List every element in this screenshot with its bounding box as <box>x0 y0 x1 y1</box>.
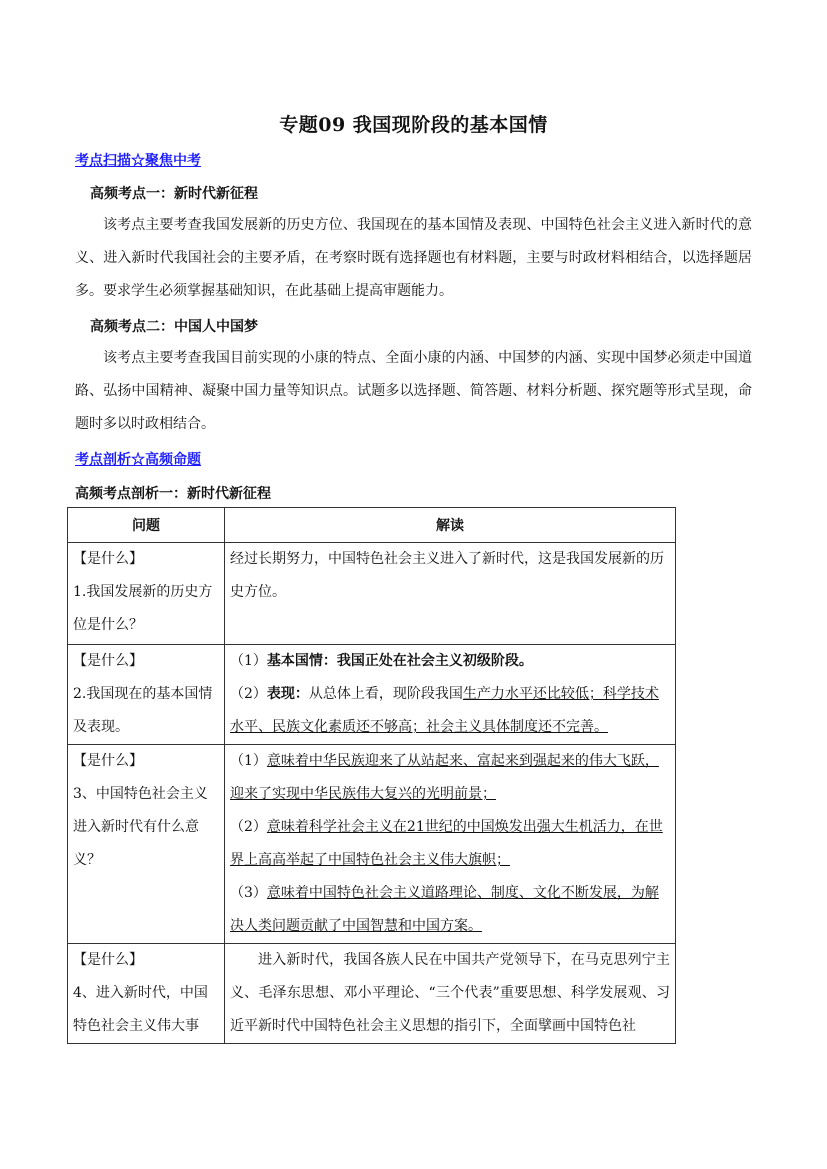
point1-paragraph: 该考点主要考查我国发展新的历史方位、我国现在的基本国情及表现、中国特色社会主义进入新时代的意义、进入新时代我国社会的主要矛盾，在考察时既有选择题也有材料题，主要与时政材料相结合，以选择题居多。要求学生必须掌握基础知识，在此基础上提高审题能力。 <box>75 217 752 299</box>
answer-line-2: （2）表现：从总体上看，现阶段我国生产力水平还比较低；科学技术水平、民族文化素质还不够高；社会主义具体制度还不完善。 <box>230 686 659 735</box>
analysis-heading: 高频考点剖析一：新时代新征程 <box>75 486 271 502</box>
table-row <box>68 543 676 645</box>
row-tag: 【是什么】 <box>73 653 143 669</box>
question-text: 4、进入新时代，中国特色社会主义伟大事 <box>73 985 208 1034</box>
column-header-question: 问题 <box>68 508 225 543</box>
page-title: 专题09 我国现阶段的基本国情 <box>279 114 548 136</box>
row-tag: 【是什么】 <box>73 551 143 567</box>
point2-heading: 高频考点二：中国人中国梦 <box>90 319 258 335</box>
table-row <box>68 645 676 745</box>
significance-1: （1）意味着中华民族迎来了从站起来、富起来到强起来的伟大飞跃，迎来了实现中华民族伟大复兴的光明前景； <box>230 753 659 802</box>
point2-paragraph: 该考点主要考查我国目前实现的小康的特点、全面小康的内涵、中国梦的内涵、实现中国梦必须走中国道路、弘扬中国精神、凝聚中国力量等知识点。试题多以选择题、简答题、材料分析题、探究题等形式呈现，命题时多以时政相结合。 <box>75 350 752 432</box>
column-header-interpretation: 解读 <box>225 508 676 543</box>
table-header-row <box>68 508 676 543</box>
significance-2: （2）意味着科学社会主义在21世纪的中国焕发出强大生机活力，在世界上高高举起了中国特色社会主义伟大旗帜； <box>230 819 663 868</box>
point1-heading: 高频考点一：新时代新征程 <box>90 186 258 202</box>
section-link-analysis[interactable]: 考点剖析☆高频命题 <box>75 452 201 468</box>
answer-text: 进入新时代，我国各族人民在中国共产党领导下，在马克思列宁主义、毛泽东思想、邓小平理论、“三个代表”重要思想、科学发展观、习近平新时代中国特色社会主义思想的指引下，全面擘画中国特色社 <box>230 952 670 1034</box>
table-row <box>68 745 676 944</box>
answer-text: 经过长期努力，中国特色社会主义进入了新时代，这是我国发展新的历史方位。 <box>230 551 664 600</box>
answer-cell <box>225 944 676 1044</box>
significance-3: （3）意味着中国特色社会主义道路理论、制度、文化不断发展，为解决人类问题贡献了中国智慧和中国方案。 <box>230 885 659 934</box>
row-tag: 【是什么】 <box>73 952 143 968</box>
answer-line-1: （1）基本国情：我国正处在社会主义初级阶段。 <box>230 653 533 669</box>
table-row <box>68 944 676 1044</box>
question-text: 2.我国现在的基本国情及表现。 <box>73 686 213 735</box>
question-text: 1.我国发展新的历史方位是什么？ <box>73 584 213 633</box>
question-text: 3、中国特色社会主义进入新时代有什么意义？ <box>73 786 208 868</box>
answer-cell <box>225 745 676 944</box>
analysis-table <box>67 507 676 1044</box>
row-tag: 【是什么】 <box>73 753 143 769</box>
answer-cell <box>225 543 676 645</box>
section-link-exam-scan[interactable]: 考点扫描☆聚焦中考 <box>75 153 201 169</box>
question-cell <box>68 745 225 944</box>
question-cell <box>68 944 225 1044</box>
answer-cell <box>225 645 676 745</box>
question-cell <box>68 543 225 645</box>
question-cell <box>68 645 225 745</box>
